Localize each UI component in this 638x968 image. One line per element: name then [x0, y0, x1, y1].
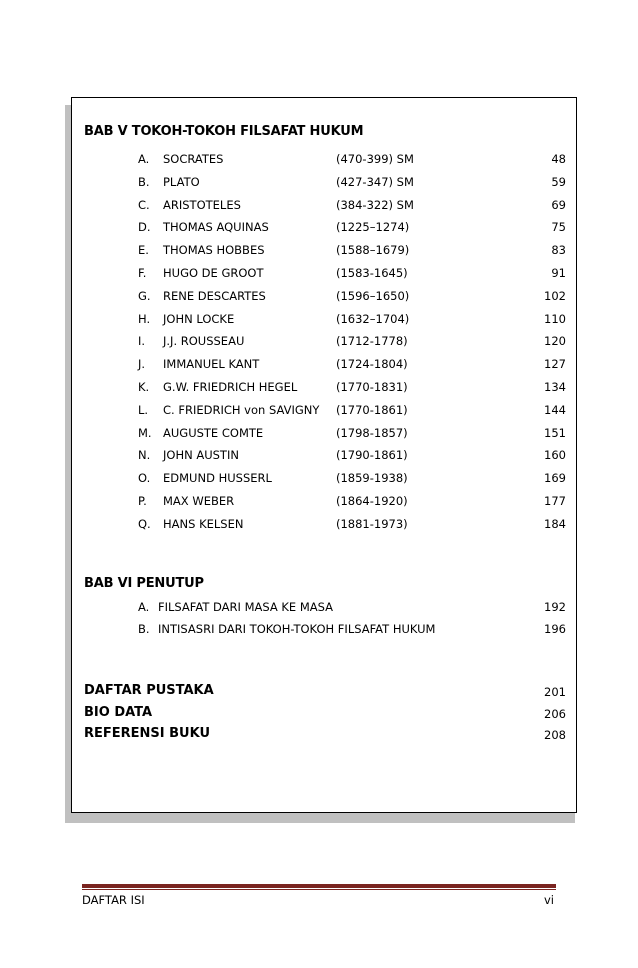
- entry-title: THOMAS AQUINAS: [163, 220, 269, 235]
- entry-title: FILSAFAT DARI MASA KE MASA: [158, 600, 334, 614]
- toc-entry[interactable]: [72, 380, 578, 396]
- entry-letter: F.: [138, 266, 147, 280]
- entry-page: 127: [544, 357, 566, 372]
- entry-title: THOMAS HOBBES: [163, 243, 265, 258]
- footer-rule-thin: [82, 889, 556, 890]
- entry-page: 177: [544, 494, 566, 508]
- footer-title: DAFTAR ISI: [82, 893, 145, 907]
- toc-entry[interactable]: [72, 494, 578, 510]
- entry-letter: B.: [138, 622, 150, 636]
- entry-letter: A.: [138, 600, 150, 614]
- entry-years: (1724-1804): [336, 357, 408, 372]
- section-page: 201: [544, 685, 566, 699]
- entry-page: 59: [551, 174, 566, 189]
- entry-letter: O.: [138, 471, 151, 486]
- toc-section-entry[interactable]: [72, 726, 578, 744]
- entry-page: 48: [551, 152, 566, 166]
- entry-title: IMMANUEL KANT: [163, 357, 260, 372]
- entry-page: 192: [544, 600, 566, 614]
- entry-years: (1881-1973): [336, 516, 408, 531]
- toc-entry[interactable]: [72, 622, 578, 638]
- entry-title: SOCRATES: [163, 152, 224, 166]
- toc-entry[interactable]: [72, 426, 578, 442]
- toc-section-entry[interactable]: [72, 705, 578, 723]
- entry-page: 184: [544, 516, 566, 531]
- toc-entry[interactable]: [72, 600, 578, 616]
- entry-page: 110: [544, 311, 566, 326]
- section-page: 208: [544, 728, 566, 742]
- toc-entry[interactable]: [72, 198, 578, 214]
- toc-entry[interactable]: [72, 357, 578, 373]
- entry-page: 75: [551, 220, 566, 235]
- entry-title: PLATO: [163, 174, 200, 189]
- entry-years: (1588–1679): [336, 243, 410, 258]
- toc-entry[interactable]: [72, 334, 578, 350]
- entry-years: (1798-1857): [336, 425, 408, 440]
- entry-title: JOHN AUSTIN: [163, 448, 239, 463]
- section-title: REFERENSI BUKU: [84, 726, 211, 741]
- entry-title: MAX WEBER: [163, 494, 235, 508]
- entry-letter: L.: [138, 402, 149, 417]
- entry-letter: H.: [138, 311, 151, 326]
- footer-rule: [82, 884, 556, 888]
- entry-years: (1712-1778): [336, 334, 408, 349]
- entry-title: INTISASRI DARI TOKOH-TOKOH FILSAFAT HUKUM: [158, 622, 436, 636]
- toc-entry[interactable]: [72, 175, 578, 191]
- entry-title: AUGUSTE COMTE: [163, 425, 264, 440]
- entry-title: RENE DESCARTES: [163, 288, 266, 303]
- entry-page: 160: [544, 448, 566, 463]
- entry-title: C. FRIEDRICH von SAVIGNY: [163, 402, 320, 417]
- entry-title: HUGO DE GROOT: [163, 266, 264, 280]
- toc-entry[interactable]: [72, 289, 578, 305]
- entry-years: (1770-1831): [336, 380, 408, 394]
- entry-years: (1583-1645): [336, 266, 408, 280]
- footer-page-number: vi: [543, 893, 554, 907]
- entry-page: 151: [544, 425, 566, 440]
- entry-page: 91: [551, 266, 566, 280]
- entry-page: 83: [551, 243, 566, 258]
- entry-letter: D.: [138, 220, 151, 235]
- entry-page: 169: [544, 471, 566, 486]
- entry-page: 69: [551, 197, 566, 212]
- toc-entry[interactable]: [72, 312, 578, 328]
- section-title: BIO DATA: [84, 704, 153, 720]
- entry-years: (1790-1861): [336, 448, 408, 463]
- entry-title: HANS KELSEN: [163, 516, 244, 531]
- entry-years: (1864-1920): [336, 494, 408, 508]
- entry-title: J.J. ROUSSEAU: [163, 334, 245, 349]
- bab6-heading: BAB VI PENUTUP: [84, 576, 204, 591]
- entry-letter: E.: [138, 243, 149, 258]
- entry-title: G.W. FRIEDRICH HEGEL: [163, 380, 298, 394]
- entry-title: EDMUND HUSSERL: [163, 471, 272, 486]
- entry-page: 120: [544, 334, 566, 349]
- toc-entry[interactable]: [72, 448, 578, 464]
- entry-years: (470-399) SM: [336, 152, 414, 166]
- entry-letter: I.: [138, 334, 146, 349]
- bab5-heading: BAB V TOKOH-TOKOH FILSAFAT HUKUM: [84, 124, 364, 139]
- entry-letter: J.: [138, 357, 146, 372]
- entry-letter: Q.: [138, 516, 151, 531]
- entry-page: 134: [544, 380, 566, 394]
- entry-years: (1859-1938): [336, 471, 408, 486]
- entry-title: JOHN LOCKE: [163, 311, 235, 326]
- entry-years: (384-322) SM: [336, 197, 414, 212]
- entry-letter: N.: [138, 448, 151, 463]
- entry-years: (1770-1861): [336, 402, 408, 417]
- toc-entry[interactable]: [72, 403, 578, 419]
- entry-letter: C.: [138, 197, 150, 212]
- section-page: 206: [544, 706, 566, 721]
- entry-page: 144: [544, 402, 566, 417]
- toc-entry[interactable]: [72, 517, 578, 533]
- entry-letter: P.: [138, 494, 147, 508]
- entry-years: (1225–1274): [336, 220, 410, 235]
- toc-entry[interactable]: [72, 266, 578, 282]
- entry-letter: M.: [138, 425, 152, 440]
- toc-entry[interactable]: [72, 220, 578, 236]
- section-title: DAFTAR PUSTAKA: [84, 683, 214, 698]
- toc-entry[interactable]: [72, 471, 578, 487]
- entry-letter: K.: [138, 380, 150, 394]
- entry-years: (1632–1704): [336, 311, 410, 326]
- entry-letter: A.: [138, 152, 150, 166]
- entry-letter: B.: [138, 174, 150, 189]
- toc-entry[interactable]: [72, 152, 578, 168]
- entry-years: (1596–1650): [336, 288, 410, 303]
- entry-title: ARISTOTELES: [163, 197, 241, 212]
- toc-section-entry[interactable]: [72, 683, 578, 701]
- entry-years: (427-347) SM: [336, 174, 414, 189]
- entry-letter: G.: [138, 288, 151, 303]
- toc-entry[interactable]: [72, 243, 578, 259]
- entry-page: 196: [544, 622, 566, 636]
- toc-box: [71, 97, 577, 813]
- entry-page: 102: [544, 288, 566, 303]
